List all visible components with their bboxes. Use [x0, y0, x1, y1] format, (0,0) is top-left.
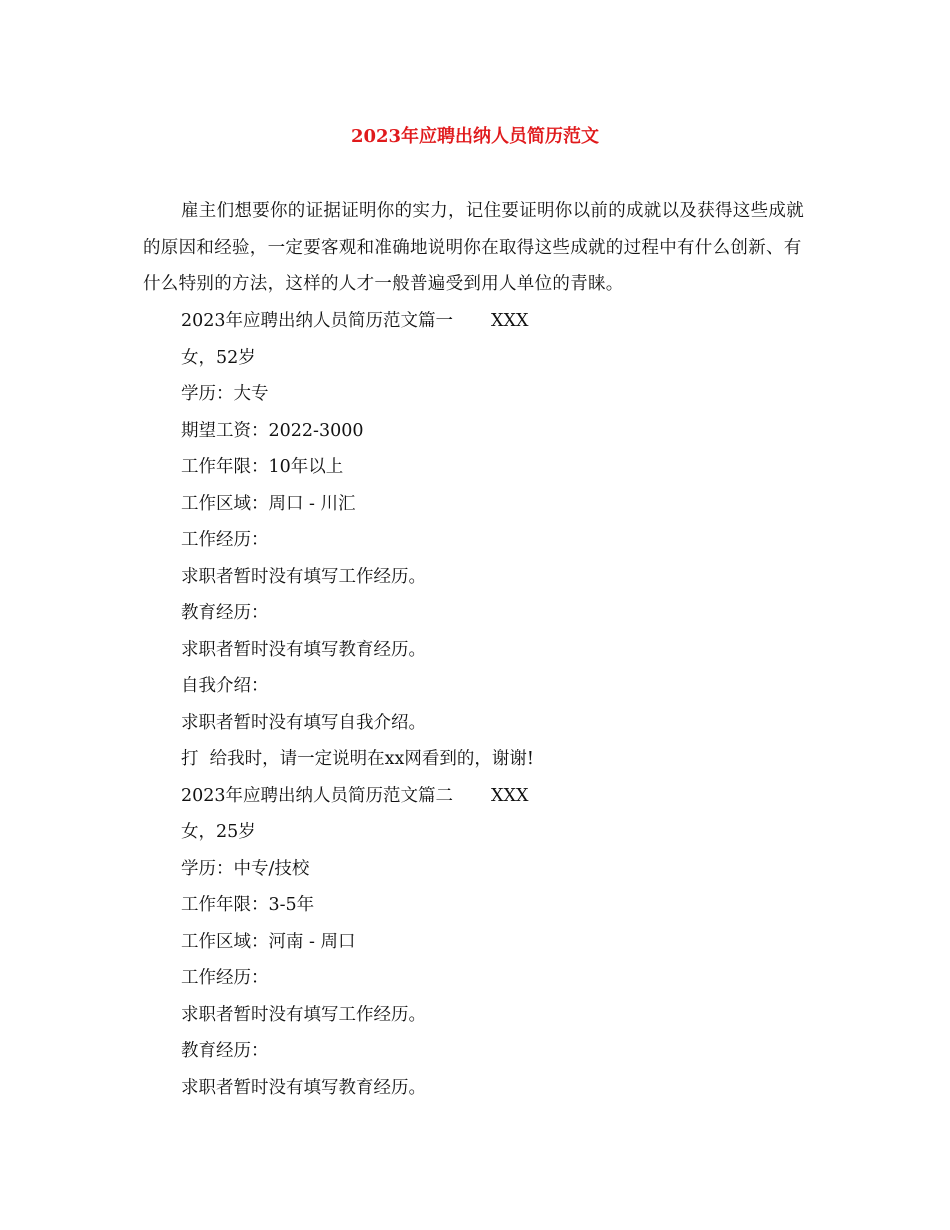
- line-text: 工作年限：10年以上: [181, 457, 344, 477]
- section-heading-line: [181, 303, 801, 340]
- resume-line: [181, 705, 801, 742]
- resume-line: [181, 522, 801, 559]
- line-text: 求职者暂时没有填写自我介绍。: [181, 712, 426, 733]
- line-text: 求职者暂时没有填写教育经历。: [181, 1077, 426, 1098]
- resume-line: [181, 1033, 801, 1070]
- line-text: 求职者暂时没有填写工作经历。: [181, 566, 426, 587]
- line-suffix: XXX: [491, 785, 529, 806]
- resume-line: [181, 851, 801, 888]
- resume-line: [181, 340, 801, 377]
- resume-line: [181, 814, 801, 851]
- resume-line: [181, 486, 801, 523]
- intro-paragraph: 雇主们想要你的证据证明你的实力，记住要证明你以前的成就以及获得这些成就的原因和经验，一定要客观和准确地说明你在取得这些成就的过程中有什么创新、有什么特别的方法，这样的人才一般普遍受到用人单位的青睐。: [143, 201, 804, 294]
- line-text: 工作区域：周口 - 川汇: [181, 493, 356, 514]
- line-text: 工作经历：: [181, 968, 269, 988]
- line-text: 2023年应聘出纳人员简历范文篇一: [181, 311, 454, 331]
- section-heading-line: [181, 778, 801, 815]
- line-text: 女，25岁: [181, 822, 256, 842]
- resume-line: [181, 632, 801, 669]
- resume-line: [181, 1070, 801, 1107]
- resume-line: [181, 887, 801, 924]
- document-title: 2023年应聘出纳人员简历范文: [350, 126, 600, 147]
- line-text: 工作区域：河南 - 周口: [181, 931, 356, 952]
- resume-line: [181, 449, 801, 486]
- line-text: 求职者暂时没有填写工作经历。: [181, 1004, 426, 1025]
- line-text: 求职者暂时没有填写教育经历。: [181, 639, 426, 660]
- resume-line: [181, 595, 801, 632]
- resume-line: [181, 376, 801, 413]
- resume-line: [181, 741, 801, 778]
- line-suffix: XXX: [491, 311, 529, 331]
- line-text: 女，52岁: [181, 347, 256, 368]
- line-text: 学历：中专/技校: [181, 858, 310, 879]
- resume-line: [181, 960, 801, 997]
- line-text: 打 给我时，请一定说明在xx网看到的，谢谢!: [181, 749, 534, 769]
- line-text: 教育经历：: [181, 603, 269, 623]
- line-text: 工作经历：: [181, 530, 269, 550]
- line-text: 期望工资：2022-3000: [181, 420, 364, 441]
- resume-line: [181, 413, 801, 450]
- resume-line: [181, 997, 801, 1034]
- line-text: 教育经历：: [181, 1041, 269, 1061]
- resume-line: [181, 559, 801, 596]
- line-text: 2023年应聘出纳人员简历范文篇二: [181, 785, 454, 806]
- line-text: 自我介绍：: [181, 676, 269, 696]
- resume-lines: [181, 303, 801, 1106]
- resume-line: [181, 668, 801, 705]
- line-text: 工作年限：3-5年: [181, 895, 315, 915]
- line-text: 学历：大专: [181, 384, 269, 404]
- resume-line: [181, 924, 801, 961]
